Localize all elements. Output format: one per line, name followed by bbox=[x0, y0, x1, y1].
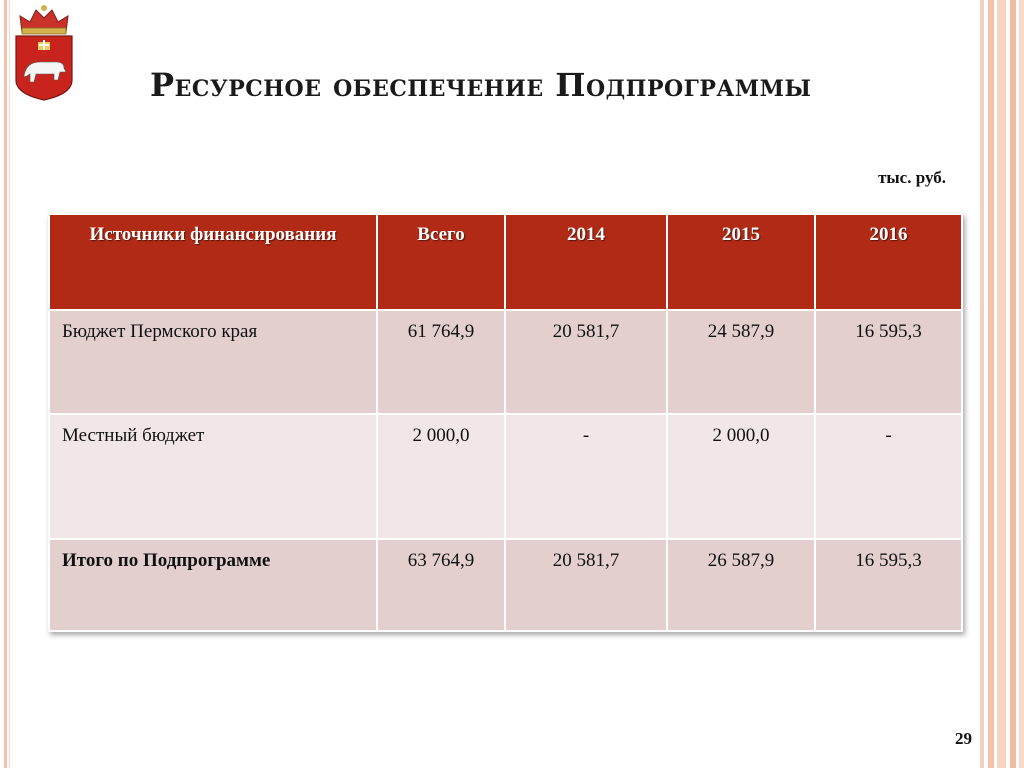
left-border-line bbox=[4, 0, 7, 768]
header-total: Всего bbox=[377, 214, 505, 310]
row-source: Бюджет Пермского края bbox=[49, 310, 377, 414]
row-2015: 2 000,0 bbox=[667, 414, 815, 539]
perm-krai-coat-of-arms-icon bbox=[10, 2, 78, 102]
table-total-row bbox=[49, 539, 962, 631]
page-number: 29 bbox=[955, 729, 972, 748]
header-2016: 2016 bbox=[815, 214, 962, 310]
row-2016: - bbox=[815, 414, 962, 539]
slide-title: Ресурсное обеспечение Подпрограммы bbox=[150, 66, 812, 104]
row-2014: 20 581,7 bbox=[505, 310, 667, 414]
row-2014: - bbox=[505, 414, 667, 539]
right-decorative-stripes bbox=[976, 0, 1024, 768]
row-source: Местный бюджет bbox=[49, 414, 377, 539]
row-2014: 20 581,7 bbox=[505, 539, 667, 631]
row-total: 2 000,0 bbox=[377, 414, 505, 539]
table-header-row bbox=[49, 214, 962, 310]
table-row bbox=[49, 414, 962, 539]
row-2015: 26 587,9 bbox=[667, 539, 815, 631]
header-2015: 2015 bbox=[667, 214, 815, 310]
header-sources: Источники финансирования bbox=[49, 214, 377, 310]
units-label: тыс. руб. bbox=[878, 168, 946, 187]
row-2016: 16 595,3 bbox=[815, 310, 962, 414]
row-source: Итого по Подпрограмме bbox=[49, 539, 377, 631]
left-border-line-inner bbox=[9, 0, 10, 768]
row-2015: 24 587,9 bbox=[667, 310, 815, 414]
row-total: 63 764,9 bbox=[377, 539, 505, 631]
row-total: 61 764,9 bbox=[377, 310, 505, 414]
funding-table bbox=[48, 213, 963, 632]
table-row bbox=[49, 310, 962, 414]
row-2016: 16 595,3 bbox=[815, 539, 962, 631]
header-2014: 2014 bbox=[505, 214, 667, 310]
